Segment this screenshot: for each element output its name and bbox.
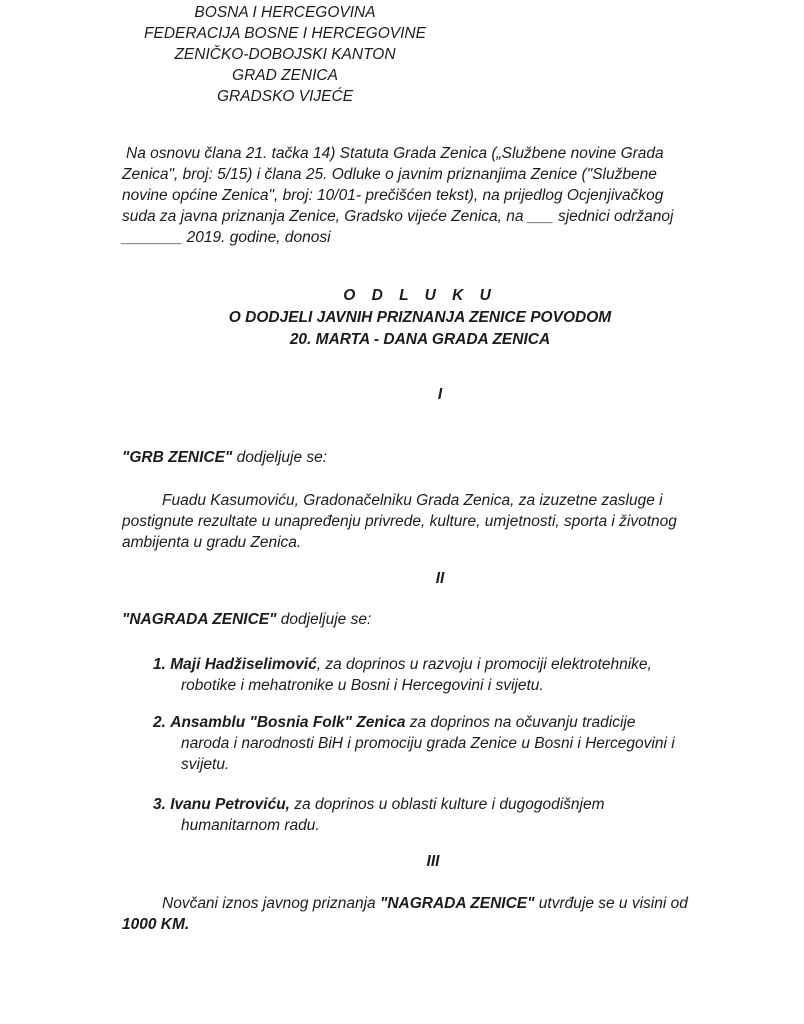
- preamble-line: _______ 2019. godine, donosi: [122, 229, 331, 246]
- item-number: 2.: [153, 714, 166, 731]
- item-number: 3.: [153, 796, 166, 813]
- header-line-city: GRAD ZENICA: [232, 67, 338, 84]
- item-text: humanitarnom radu.: [181, 817, 320, 834]
- list-item: [153, 712, 675, 775]
- section1-body: [122, 490, 677, 553]
- list-item: [153, 654, 652, 696]
- section-numeral-2: II: [435, 570, 445, 587]
- list-item: [153, 794, 604, 836]
- item-text: robotike i mehatronike u Bosni i Hercegovini i svijetu.: [181, 677, 544, 694]
- section1-line: ambijenta u gradu Zenica.: [122, 534, 302, 551]
- section3-text: utvrđuje se u visini od: [534, 895, 688, 912]
- header-line-council: GRADSKO VIJEĆE: [216, 88, 354, 105]
- preamble-line: Zenica", broj: 5/15) i člana 25. Odluke o javnim priznanjima Zenice ("Službene: [122, 166, 657, 183]
- section1-line: Fuadu Kasumoviću, Gradonačelniku Grada Zenica, za izuzetne zasluge i: [162, 492, 663, 509]
- title-subject: O DODJELI JAVNIH PRIZNANJA ZENICE POVODOM: [228, 309, 612, 326]
- preamble: [122, 143, 762, 248]
- recipient-name: Ivanu Petroviću,: [170, 796, 290, 813]
- item-number: 1.: [153, 656, 166, 673]
- section3-text: Novčani iznos javnog priznanja: [162, 895, 380, 912]
- item-text: naroda i narodnosti BiH i promociju grada Zenice u Bosni i Hercegovini i: [181, 735, 675, 752]
- item-text: za doprinos na očuvanju tradicije: [405, 714, 636, 731]
- section2-intro: dodjeljuje se:: [276, 611, 372, 628]
- award-name-nagrada: "NAGRADA ZENICE": [122, 611, 277, 628]
- section-numeral-1: I: [437, 386, 443, 403]
- recipient-name: Ansamblu "Bosnia Folk" Zenica: [170, 714, 406, 731]
- award-amount: 1000 KM.: [122, 916, 190, 933]
- document-title: [120, 285, 720, 351]
- award-name-nagrada: "NAGRADA ZENICE": [379, 895, 535, 912]
- section1-line: postignute rezultate u unapređenju privrede, kulture, umjetnosti, sporta i životnog: [122, 513, 677, 530]
- header-line-country: BOSNA I HERCEGOVINA: [194, 4, 376, 21]
- header-line-canton: ZENIČKO-DOBOJSKI KANTON: [174, 46, 396, 63]
- item-text: za doprinos u oblasti kulture i dugogodišnjem: [289, 796, 605, 813]
- section1-heading: [122, 449, 327, 467]
- section-numeral-3: III: [426, 853, 440, 870]
- award-name-grb: "GRB ZENICE": [122, 449, 233, 466]
- item-text: , za doprinos u razvoju i promociji elektrotehnike,: [316, 656, 652, 673]
- section1-intro: dodjeljuje se:: [232, 449, 328, 466]
- preamble-line: suda za javna priznanja Zenice, Gradsko vijeće Zenica, na ___ sjednici održanoj: [122, 208, 674, 225]
- header-line-federation: FEDERACIJA BOSNE I HERCEGOVINE: [144, 25, 426, 42]
- title-occasion: 20. MARTA - DANA GRADA ZENICA: [289, 331, 551, 348]
- document-header: [120, 2, 450, 107]
- recipient-name: Maji Hadžiselimović: [170, 656, 317, 673]
- section2-heading: [122, 611, 371, 629]
- preamble-line: Na osnovu člana 21. tačka 14) Statuta Grada Zenica („Službene novine Grada: [126, 145, 664, 162]
- section3-body: [122, 893, 688, 935]
- title-odluku: O D L U K U: [343, 287, 497, 304]
- preamble-line: novine općine Zenica", broj: 10/01- prečišćen tekst), na prijedlog Ocjenjivačkog: [122, 187, 664, 204]
- item-text: svijetu.: [181, 756, 230, 773]
